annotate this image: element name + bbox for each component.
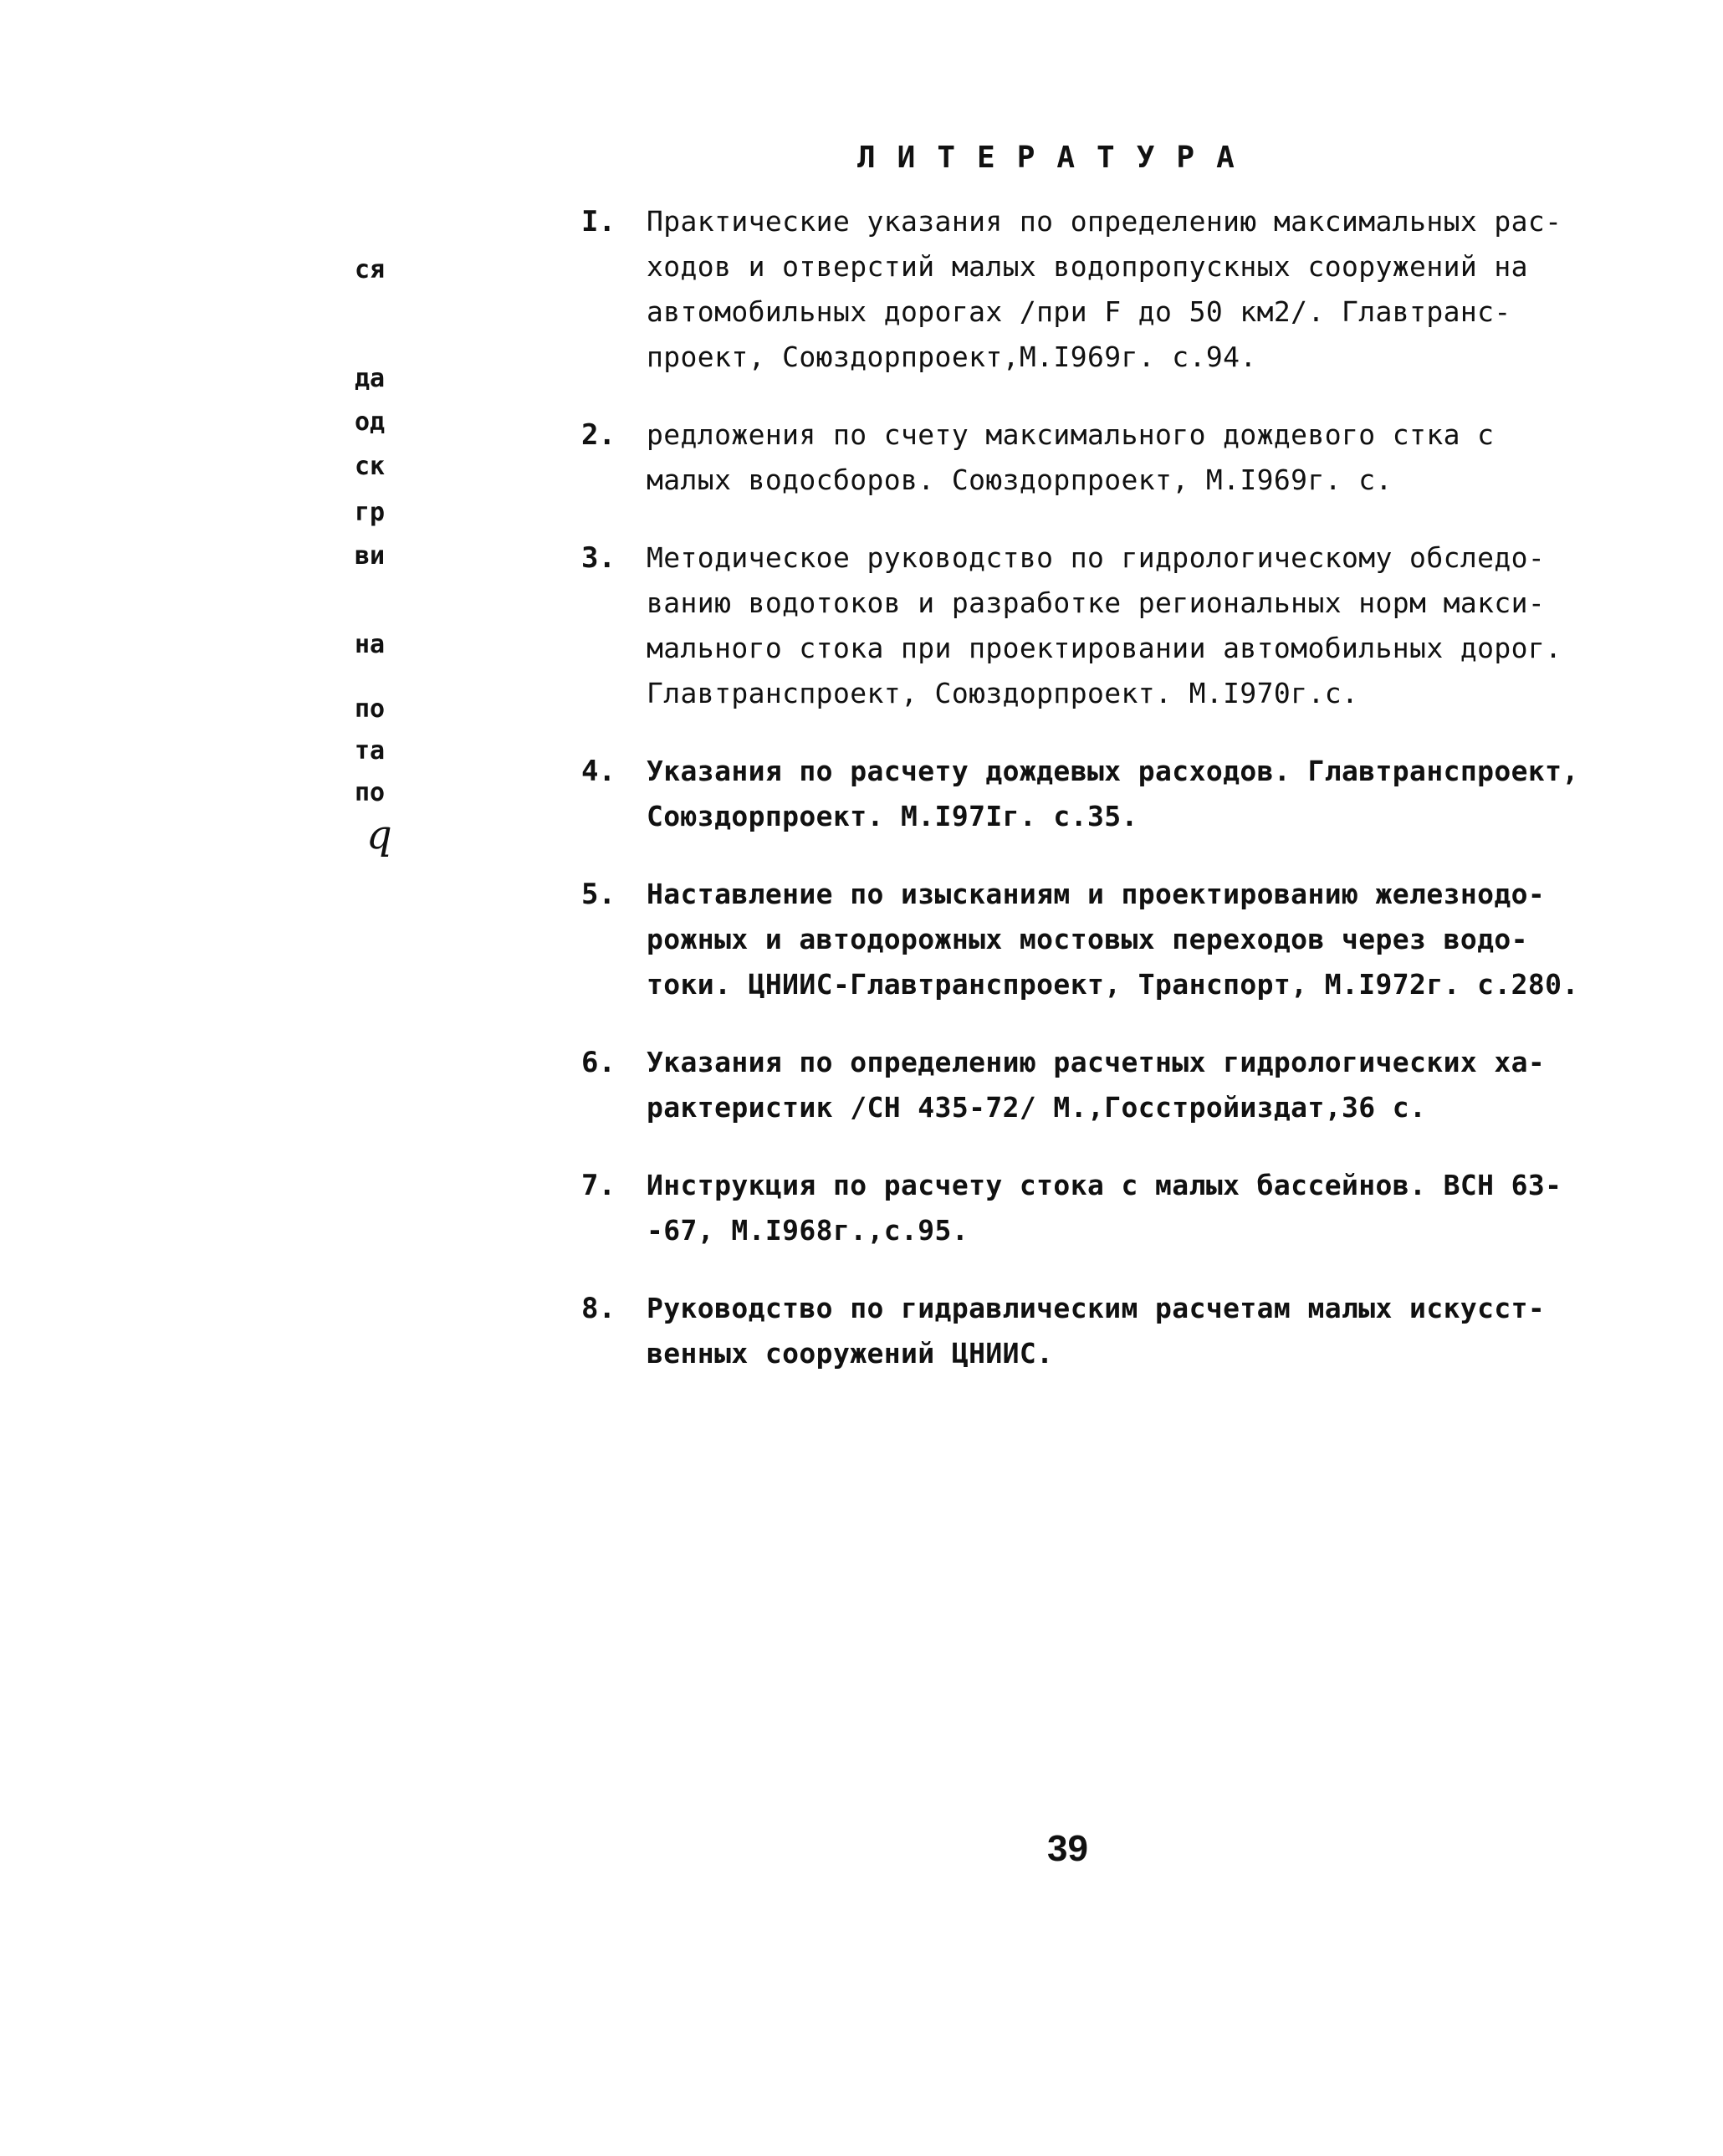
reference-number: 3. xyxy=(581,541,616,575)
reference-line: -67, М.I968г.,с.95. xyxy=(647,1214,969,1247)
page-title: ЛИТЕРАТУРА xyxy=(857,141,1256,175)
reference-line: венных сооружений ЦНИИС. xyxy=(647,1337,1054,1370)
reference-line: токи. ЦНИИС-Главтранспроект, Транспорт, М.I972г. с.280. xyxy=(647,968,1579,1001)
reference-item xyxy=(581,199,1635,380)
margin-fragment: по xyxy=(355,694,386,724)
reference-number: 4. xyxy=(581,755,616,788)
reference-text xyxy=(647,749,1635,839)
margin-fragment: та xyxy=(355,736,386,766)
reference-number: I. xyxy=(581,205,616,238)
reference-text xyxy=(647,535,1635,716)
reference-line: ванию водотоков и разработке региональных норм макси- xyxy=(647,586,1546,619)
margin-fragment: ся xyxy=(355,255,386,284)
margin-fragment: да xyxy=(355,364,386,393)
reference-line: Инструкция по расчету стока с малых бассейнов. ВСН 63- xyxy=(647,1169,1562,1201)
reference-text xyxy=(647,1040,1635,1130)
reference-item xyxy=(581,1163,1635,1253)
reference-line: ходов и отверстий малых водопропускных сооружений на xyxy=(647,250,1528,283)
reference-line: малых водосборов. Союздорпроект, М.I969г. с. xyxy=(647,463,1393,496)
reference-line: Главтранспроект, Союздорпроект. М.I970г.с. xyxy=(647,677,1359,709)
reference-number: 5. xyxy=(581,878,616,911)
reference-item xyxy=(581,412,1635,503)
reference-item xyxy=(581,1040,1635,1130)
reference-line: проект, Союздорпроект,М.I969г. с.94. xyxy=(647,341,1257,373)
reference-line: Руководство по гидравлическим расчетам малых искусст- xyxy=(647,1292,1546,1324)
margin-fragment: гр xyxy=(355,498,386,527)
reference-number: 6. xyxy=(581,1046,616,1079)
reference-line: Указания по определению расчетных гидрологических ха- xyxy=(647,1046,1546,1078)
reference-item xyxy=(581,872,1635,1007)
reference-line: Союздорпроект. М.I97Iг. с.35. xyxy=(647,800,1138,832)
handwritten-mark: q xyxy=(366,812,392,858)
reference-line: рактеристик /СН 435-72/ М.,Госстройиздат,36 с. xyxy=(647,1091,1427,1124)
reference-line: Практические указания по определению максимальных рас- xyxy=(647,205,1562,238)
reference-line: Наставление по изысканиям и проектированию железнодо- xyxy=(647,878,1546,910)
margin-fragment: по xyxy=(355,778,386,807)
reference-text xyxy=(647,412,1635,503)
reference-line: Методическое руководство по гидрологическому обследо- xyxy=(647,541,1546,574)
margin-fragment: на xyxy=(355,630,386,659)
reference-text xyxy=(647,1286,1635,1376)
reference-line: рожных и автодорожных мостовых переходов через водо- xyxy=(647,923,1528,955)
reference-number: 2. xyxy=(581,418,616,452)
reference-item xyxy=(581,749,1635,839)
reference-number: 7. xyxy=(581,1169,616,1202)
margin-fragment: ск xyxy=(355,452,386,481)
reference-line: Указания по расчету дождевых расходов. Главтранспроект, xyxy=(647,755,1579,787)
reference-list xyxy=(581,199,1635,1409)
reference-line: редложения по счету максимального дождевого стка с xyxy=(647,418,1495,451)
reference-item xyxy=(581,535,1635,716)
reference-line: мального стока при проектировании автомобильных дорог. xyxy=(647,632,1562,664)
page-number: 39 xyxy=(1047,1828,1088,1869)
reference-item xyxy=(581,1286,1635,1376)
reference-text xyxy=(647,1163,1635,1253)
reference-line: автомобильных дорогах /при F до 50 км2/. Главтранс- xyxy=(647,295,1511,328)
reference-text xyxy=(647,199,1635,380)
reference-text xyxy=(647,872,1635,1007)
reference-number: 8. xyxy=(581,1292,616,1325)
margin-fragment: ви xyxy=(355,541,386,571)
margin-fragment: од xyxy=(355,407,386,437)
